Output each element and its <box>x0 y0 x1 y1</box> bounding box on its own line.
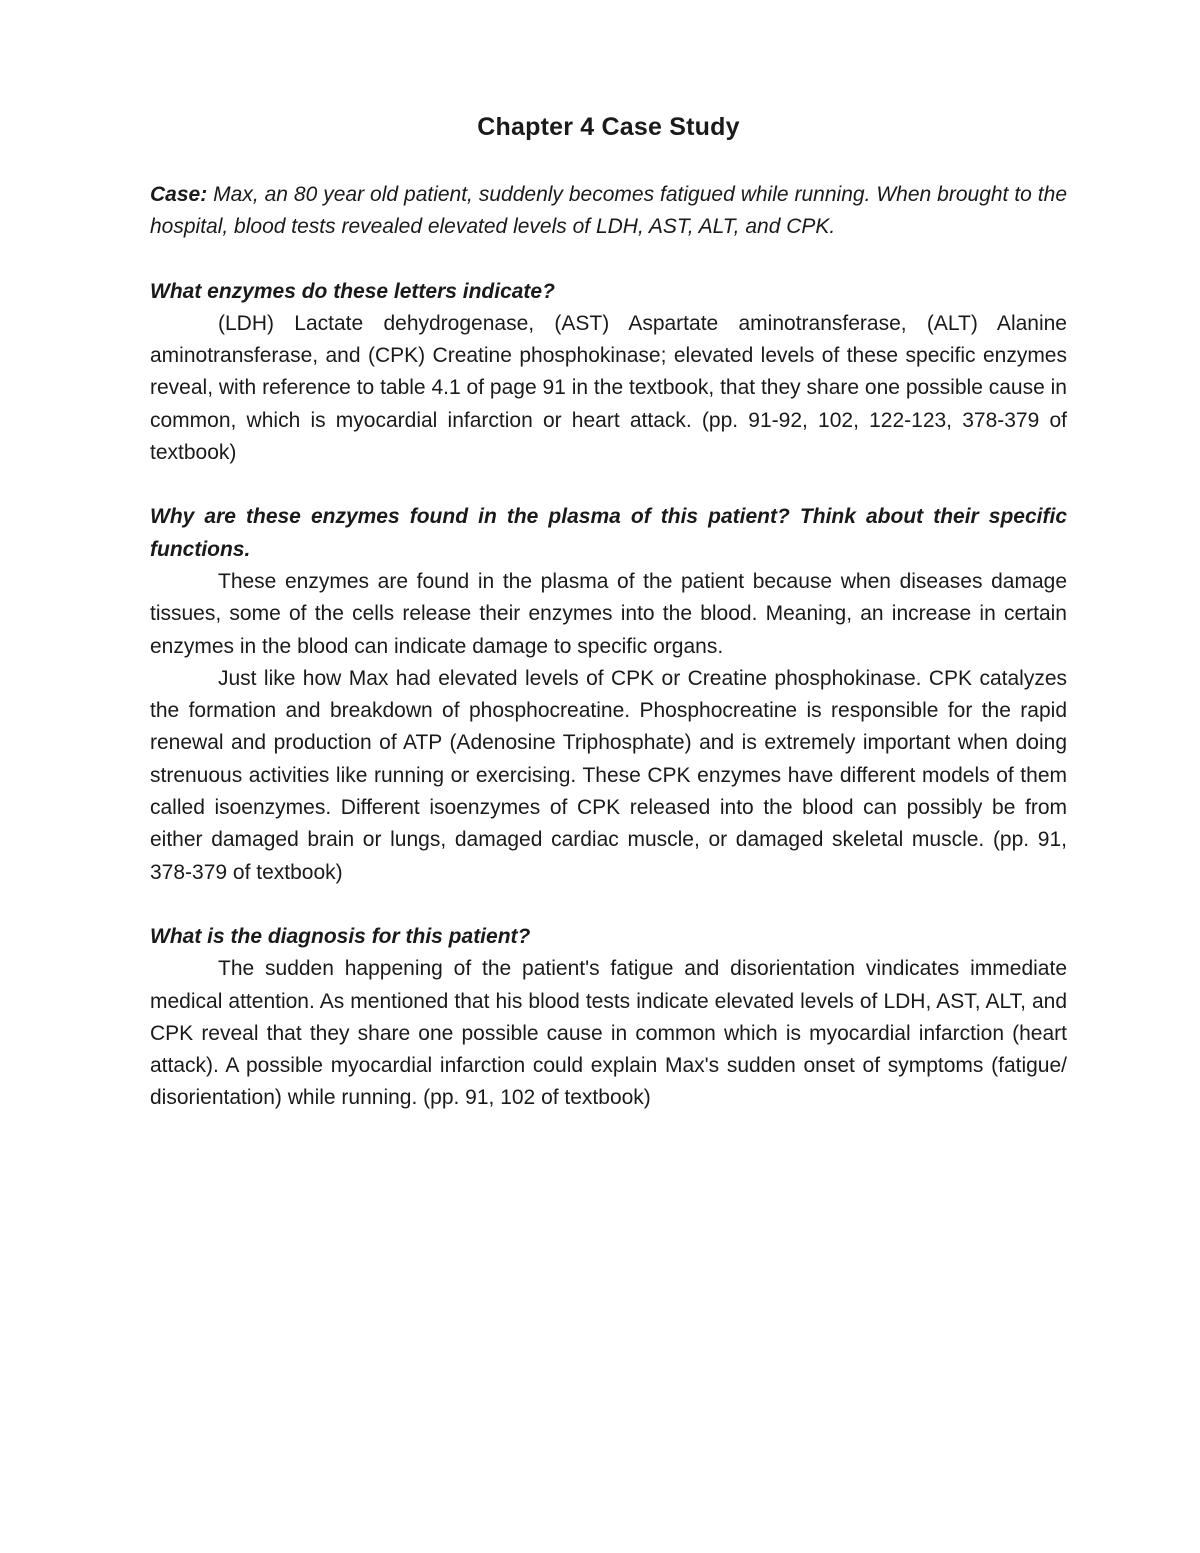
answer-paragraph: These enzymes are found in the plasma of the patient because when diseases damage tissues, some of the cells release their enzymes into the blood. Meaning, an increase in certain enzymes in the blood can indicate damage to specific organs. <box>150 569 1067 658</box>
section-plasma <box>150 501 1067 889</box>
question-heading: What enzymes do these letters indicate? <box>150 279 555 303</box>
answer-paragraph: The sudden happening of the patient's fatigue and disorientation vindicates immediate medical attention. As mentioned that his blood tests indicate elevated levels of LDH, AST, ALT, and CPK reveal that they share one possible cause in common which is myocardial infarction (heart attack). A possible myocardial infarction could explain Max's sudden onset of symptoms (fatigue/ disorientation) while running. (pp. 91, 102 of textbook) <box>150 957 1067 1110</box>
document-page <box>150 110 1067 1147</box>
case-label: Case: <box>150 183 208 206</box>
question-heading: Why are these enzymes found in the plasma of this patient? Think about their specific functions. <box>150 505 1067 561</box>
section-enzymes <box>150 276 1067 470</box>
answer-paragraph: (LDH) Lactate dehydrogenase, (AST) Aspartate aminotransferase, (ALT) Alanine aminotransferase, and (CPK) Creatine phosphokinase; elevated levels of these specific enzymes reveal, with reference to table 4.1 of page 91 in the textbook, that they share one possible cause in common, which is myocardial infarction or heart attack. (pp. 91-92, 102, 122-123, 378-379 of textbook) <box>150 311 1067 465</box>
case-text: Max, an 80 year old patient, suddenly becomes fatigued while running. When brought to the hospital, blood tests revealed elevated levels of LDH, AST, ALT, and CPK. <box>150 183 1067 239</box>
question-heading: What is the diagnosis for this patient? <box>150 924 531 948</box>
case-paragraph <box>150 179 1067 244</box>
page-title: Chapter 4 Case Study <box>477 113 740 141</box>
answer-paragraph: Just like how Max had elevated levels of CPK or Creatine phosphokinase. CPK catalyzes the formation and breakdown of phosphocreatine. Phosphocreatine is responsible for the rapid renewal and production of ATP (Adenosine Triphosphate) and is extremely important when doing strenuous activities like running or exercising. These CPK enzymes have different models of them called isoenzymes. Different isoenzymes of CPK released into the blood can possibly be from either damaged brain or lungs, damaged cardiac muscle, or damaged skeletal muscle. (pp. 91, 378-379 of textbook) <box>150 666 1067 884</box>
section-diagnosis <box>150 921 1067 1115</box>
